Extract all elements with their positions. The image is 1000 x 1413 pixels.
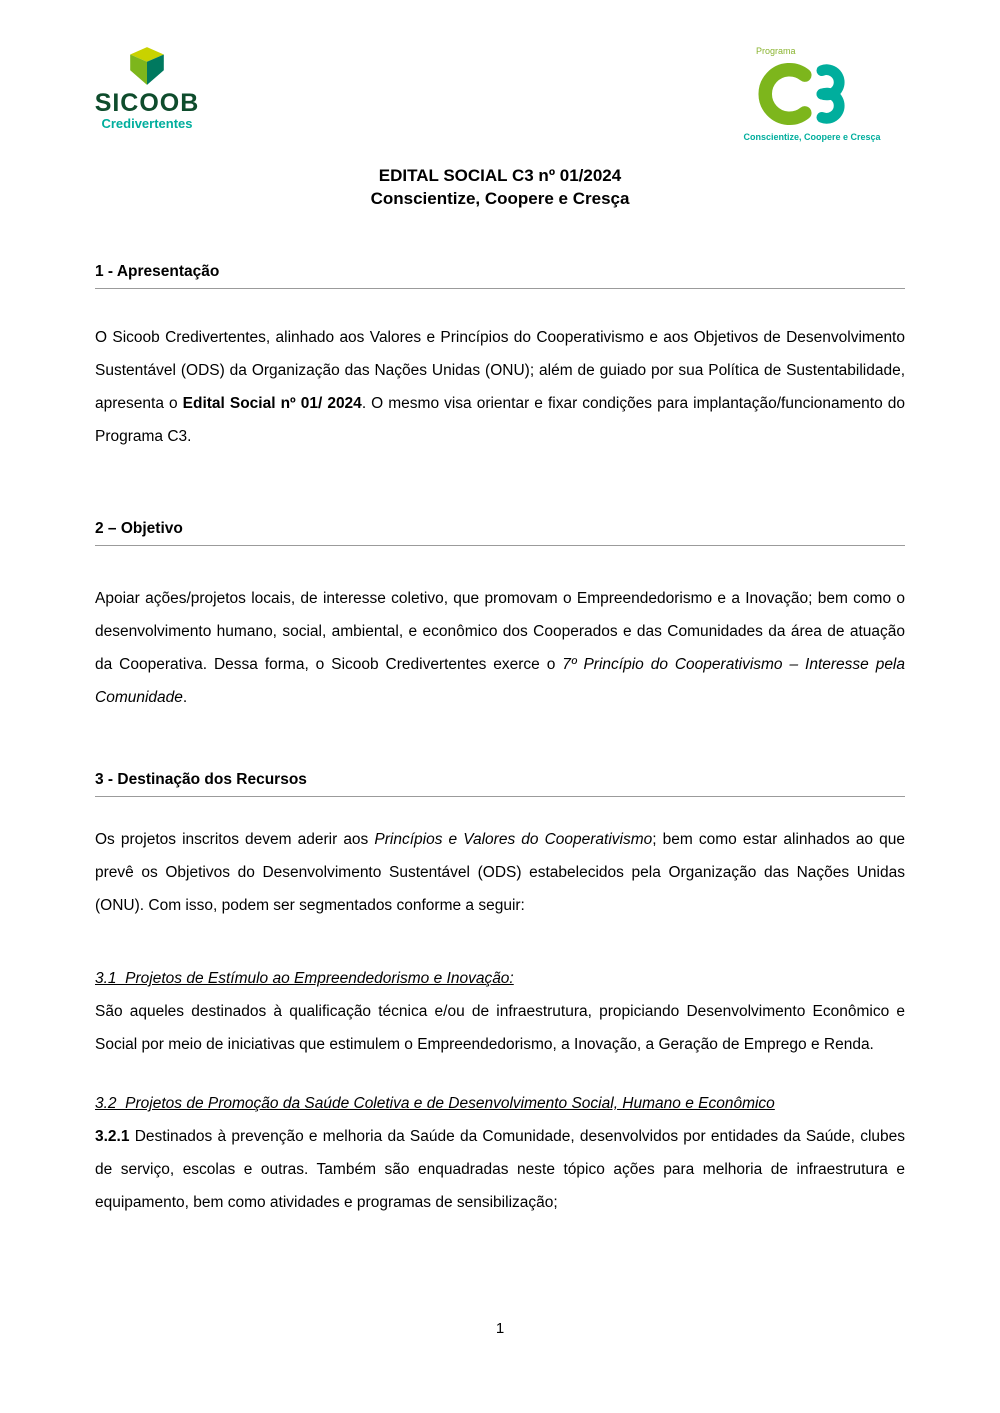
c3-tagline: Conscientize, Coopere e Cresça: [743, 132, 881, 142]
title-line-2: Conscientize, Coopere e Cresça: [370, 189, 630, 208]
section-3-intro-paragraph: [95, 823, 905, 922]
text-run: Os projetos inscritos devem aderir aos: [95, 831, 375, 848]
subsection-3-1-heading-text: 3.1 Projetos de Estímulo ao Empreendedorismo e Inovação:: [95, 970, 514, 987]
section-2-rule: [95, 545, 905, 546]
text-run-bold: Edital Social nº 01/ 2024: [182, 395, 362, 412]
text-run: ; bem como estar alinhados ao que prevê os Objetivos do Desenvolvimento Sustentável (ODS) estabelecidos pela Organização das Nações Unidas (ONU). Com isso, podem ser segmentados conforme a seguir:: [95, 831, 905, 914]
c3-mark-icon: [753, 58, 871, 130]
section-1-heading: 1 - Apresentação: [95, 263, 220, 280]
sicoob-subbrand: Credivertentes: [101, 116, 193, 131]
text-run-italic: Princípios e Valores do Cooperativismo: [374, 831, 653, 848]
sicoob-logo: [88, 46, 206, 132]
section-2-heading: 2 – Objetivo: [95, 520, 183, 537]
c3-programa-label: Programa: [756, 46, 796, 56]
text-run-bold: 3.2.1: [95, 1128, 130, 1145]
text-run: . O mesmo visa orientar e fixar condições para implantação/funcionamento do Programa C3.: [95, 395, 905, 445]
sicoob-wordmark: SICOOB: [94, 89, 200, 117]
page-number: 1: [495, 1320, 505, 1337]
section-2-paragraph: [95, 582, 905, 714]
section-1-rule: [95, 288, 905, 289]
page-header: [0, 0, 1000, 150]
section-3-heading: 3 - Destinação dos Recursos: [95, 771, 307, 788]
subsection-3-2-1-paragraph: [95, 1120, 905, 1219]
title-line-1: EDITAL SOCIAL C3 nº 01/2024: [378, 166, 622, 185]
text-run: Destinados à prevenção e melhoria da Saúde da Comunidade, desenvolvidos por entidades da Saúde, clubes de serviço, escolas e outras. Também são enquadradas neste tópico ações para melhoria de infraestrutura e equipamento, bem como atividades e programas de sensibilização;: [95, 1128, 905, 1211]
subsection-3-1-paragraph: São aqueles destinados à qualificação técnica e/ou de infraestrutura, propiciando Desenvolvimento Econômico e Social por meio de iniciativas que estimulem o Empreendedorismo, a Inovação, a Geração de Emprego e Renda.: [95, 1003, 905, 1053]
text-run: .: [182, 689, 188, 706]
text-run: O Sicoob Credivertentes, alinhado aos Valores e Princípios do Cooperativismo e aos Objetivos de Desenvolvimento Sustentável (ODS) da Organização das Nações Unidas (ONU); além de guiado por sua Política de Sustentabilidade, apresenta o: [95, 329, 905, 412]
document-title: [0, 164, 1000, 210]
section-1-paragraph: [95, 321, 905, 453]
c3-program-logo: [742, 46, 882, 143]
subsection-3-2-heading-text: 3.2 Projetos de Promoção da Saúde Coletiva e de Desenvolvimento Social, Humano e Econômico: [95, 1095, 775, 1112]
section-3-rule: [95, 796, 905, 797]
text-run: Apoiar ações/projetos locais, de interesse coletivo, que promovam o Empreendedorismo e a Inovação; bem como o desenvolvimento humano, social, ambiental, e econômico dos Cooperados e das Comunidades da área de atuação da Cooperativa. Dessa forma, o Sicoob Credivertentes exerce o: [95, 590, 905, 673]
subsection-3-2-heading: [95, 1087, 905, 1120]
sicoob-chevron-icon: [126, 46, 168, 86]
text-run-italic: 7º Princípio do Cooperativismo – Interesse pela Comunidade: [95, 656, 906, 706]
subsection-3-1-heading: [95, 962, 905, 995]
document-body: [0, 262, 1000, 1219]
